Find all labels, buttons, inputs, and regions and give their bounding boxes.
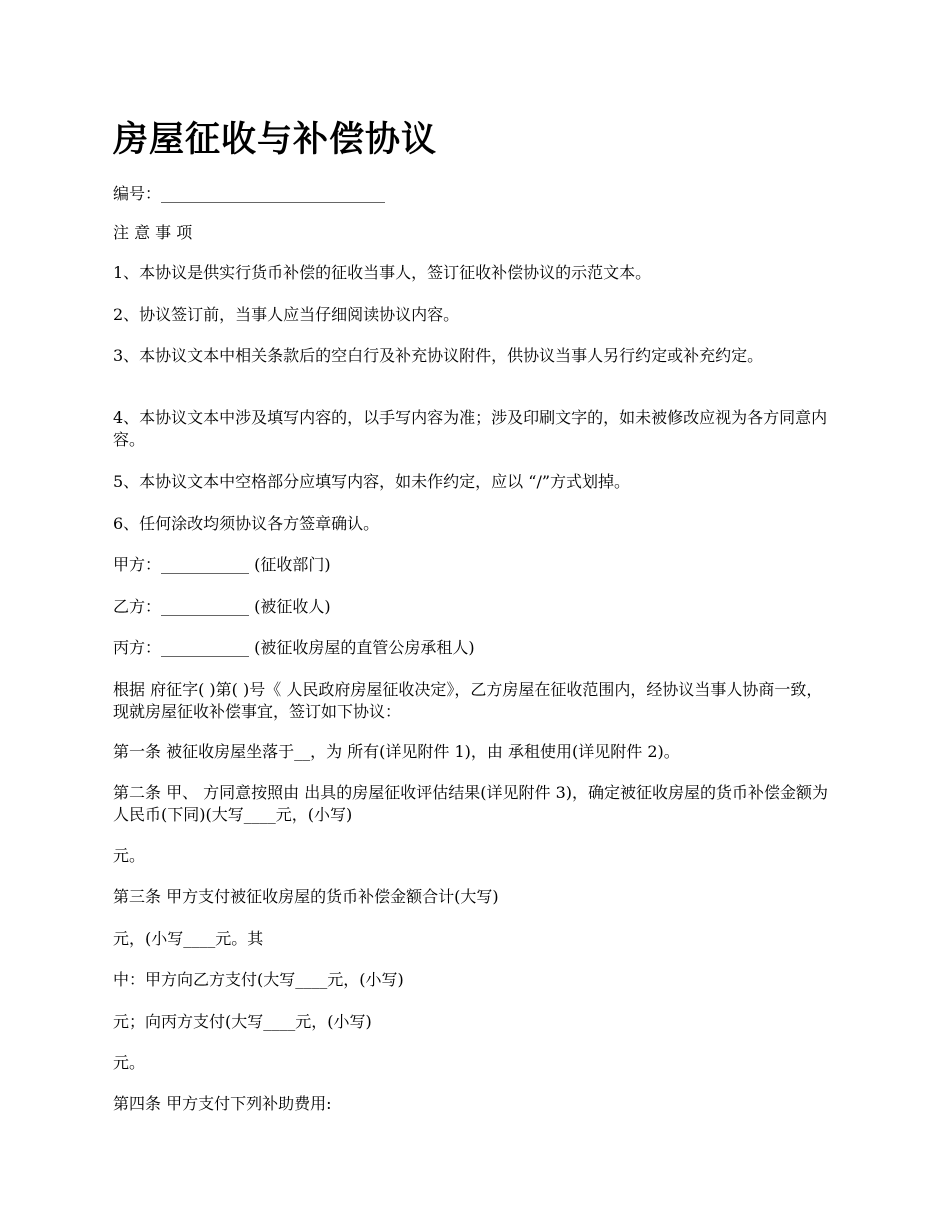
article-3-line-3: 中：甲方向乙方支付(大写____元，(小写) <box>113 970 404 989</box>
notice-heading: 注 意 事 项 <box>113 223 193 242</box>
serial-number-line: 编号：____________________________ <box>113 184 386 203</box>
party-a-line: 甲方：___________ (征收部门) <box>113 555 331 574</box>
preamble-paragraph: 根据 府征字( )第( )号《 人民政府房屋征收决定》，乙方房屋在征收范围内，经协议当事人协商一致，现就房屋征收补偿事宜，签订如下协议： <box>113 680 823 721</box>
party-b-line: 乙方：___________ (被征收人) <box>113 597 331 616</box>
notice-item-4: 4、本协议文本中涉及填写内容的，以手写内容为准；涉及印刷文字的，如未被修改应视为各方同意内容。 <box>113 408 828 449</box>
notice-item-2: 2、协议签订前，当事人应当仔细阅读协议内容。 <box>113 305 460 324</box>
notice-item-6: 6、任何涂改均须协议各方签章确认。 <box>113 514 380 533</box>
article-3-line-4: 元；向丙方支付(大写____元，(小写) <box>113 1012 372 1031</box>
article-1: 第一条 被征收房屋坐落于__，为 所有(详见附件 1)，由 承租使用(详见附件 2)。 <box>113 742 680 761</box>
article-2-continued: 元。 <box>113 846 146 865</box>
notice-item-1: 1、本协议是供实行货币补偿的征收当事人，签订征收补偿协议的示范文本。 <box>113 263 652 282</box>
article-3: 第三条 甲方支付被征收房屋的货币补偿金额合计(大写) <box>113 887 499 906</box>
notice-item-5: 5、本协议文本中空格部分应填写内容，如未作约定，应以 “/”方式划掉。 <box>113 472 631 491</box>
article-2: 第二条 甲、 方同意按照由 出具的房屋征收评估结果(详见附件 3)，确定被征收房屋的货币补偿金额为人民币(下同)(大写____元，(小写) <box>113 783 829 824</box>
article-3-line-2: 元，(小写____元。其 <box>113 929 264 948</box>
article-3-line-5: 元。 <box>113 1053 146 1072</box>
notice-item-3: 3、本协议文本中相关条款后的空白行及补充协议附件，供协议当事人另行约定或补充约定。 <box>113 346 764 365</box>
party-c-line: 丙方：___________ (被征收房屋的直管公房承租人) <box>113 638 475 657</box>
document-title: 房屋征收与补偿协议 <box>113 120 438 160</box>
article-4: 第四条 甲方支付下列补助费用: <box>113 1094 332 1113</box>
